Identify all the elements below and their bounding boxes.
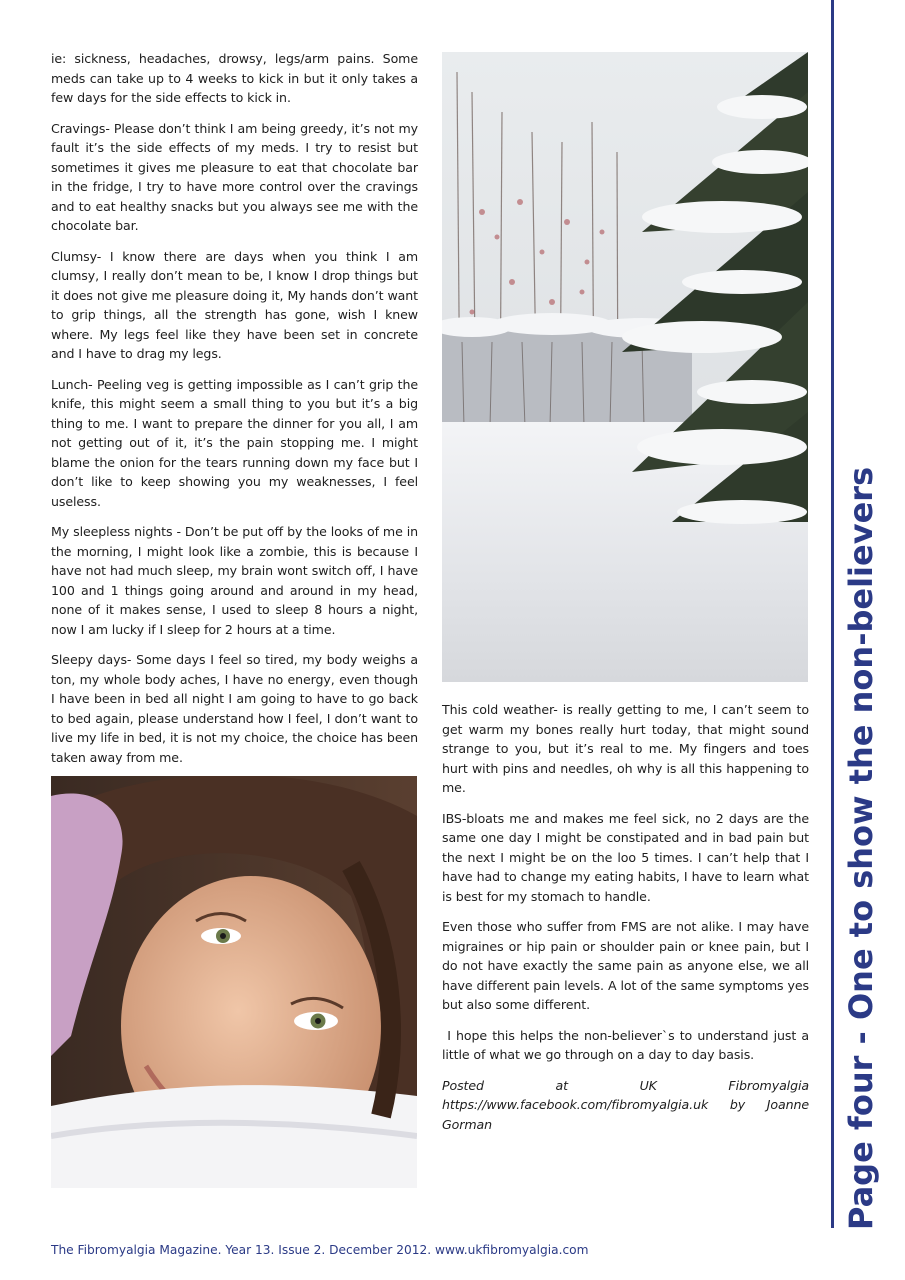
- paragraph-ibs: IBS-bloats me and makes me feel sick, no 2 days are the same one day I might be constipated and in bad pain but the next I might be on the loo 5 times. I can’t help that I have had to change my eating habits, I have to learn what is best for my stomach to handle.: [442, 810, 809, 904]
- paragraph-sleepy-days: Sleepy days- Some days I feel so tired, my body weighs a ton, my whole body aches, I have no energy, even though I have been in bed all night I am going to have to go back to bed again, please understand how I feel, I don’t want to live my life in bed, it is not my choice, the choice has been taken away from me.: [51, 652, 418, 765]
- woman-resting-photo: [51, 776, 417, 1188]
- snow-forest-photo: [442, 52, 808, 682]
- right-column: [442, 700, 813, 1145]
- footer: The Fibromyalgia Magazine. Year 13. Issue 2. December 2012. www.ukfibromyalgia.com: [51, 1243, 589, 1257]
- article-credit: Posted at UK Fibromyalgia https://www.facebook.com/fibromyalgia.uk by Joanne Gorman: [442, 1077, 809, 1132]
- paragraph-fms-not-alike: Even those who suffer from FMS are not alike. I may have migraines or hip pain or shoulder pain or knee pain, but I do not have exactly the same pain as anyone else, we all have different pain levels. A lot of the same symptoms yes but also some different.: [442, 919, 809, 1012]
- paragraph-cravings: Cravings- Please don’t think I am being greedy, it’s not my fault it’s the side effects of my meds. I try to resist but sometimes it gives me pleasure to eat that chocolate bar in the fridge, I try to have more control over the cravings and to eat healthy snacks but you always see me with the chocolate bar.: [51, 120, 418, 233]
- page-title: Page four - One to show the non-believers: [842, 466, 880, 1230]
- side-rule: [831, 0, 834, 1228]
- paragraph-cold-weather: This cold weather- is really getting to me, I can’t seem to get warm my bones really hurt today, that might sound strange to you, but it’s real to me. My fingers and toes hurt with pins and needles, oh why is all this happening to me.: [442, 702, 809, 795]
- paragraph-lunch: Lunch- Peeling veg is getting impossible as I can’t grip the knife, this might seem a small thing to you but it’s a big thing to me. I want to prepare the dinner for you all, I am not getting out of it, it’s the pain stopping me. I might blame the onion for the tears running down my face but I don’t like to keep showing you my weaknesses, I feel useless.: [51, 376, 418, 509]
- paragraph-sleepless-nights: My sleepless nights - Don’t be put off by the looks of me in the morning, I might look like a zombie, this is because I have not had much sleep, my brain wont switch off, I have 100 and 1 things going around and around in my head, none of it makes sense, I used to sleep 8 hours a night, now I am lucky if I sleep for 2 hours at a time.: [51, 524, 418, 637]
- left-column: [51, 49, 418, 778]
- paragraph-clumsy: Clumsy- I know there are days when you think I am clumsy, I really don’t mean to be, I know I drop things but it does not give me pleasure doing it, My hands don’t want to grip things, all the strength has gone, wish I knew where. My legs feel like they have been set in concrete and I have to drag my legs.: [51, 248, 418, 361]
- paragraph-side-effects: ie: sickness, headaches, drowsy, legs/arm pains. Some meds can take up to 4 weeks to kick in but it only takes a few days for the side effects to kick in.: [51, 51, 418, 105]
- paragraph-hope: I hope this helps the non-believer`s to understand just a little of what we go through on a day to day basis.: [442, 1027, 813, 1062]
